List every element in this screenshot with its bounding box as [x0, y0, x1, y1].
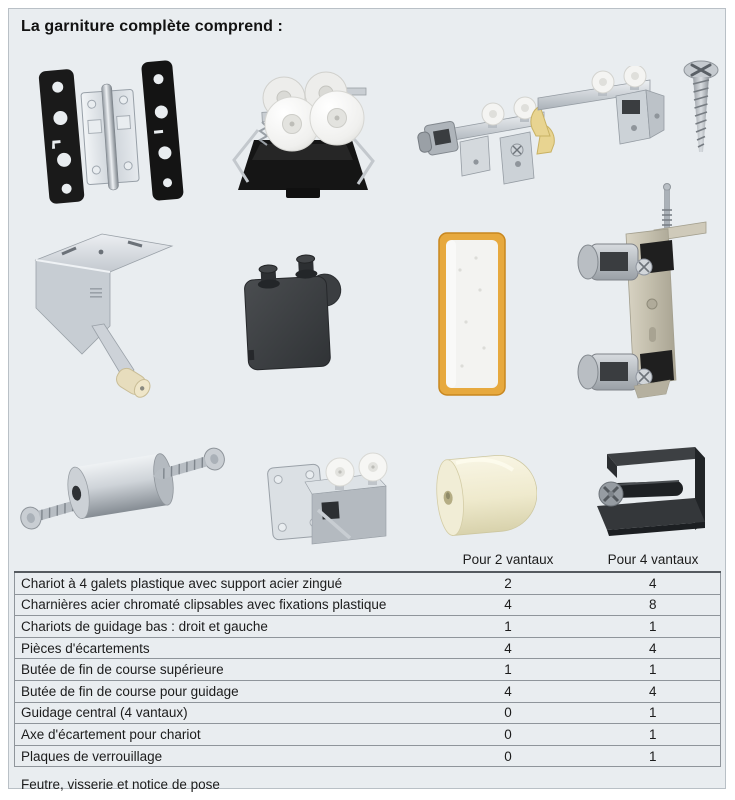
qty-2v: 4 [431, 637, 586, 659]
qty-2v: 4 [431, 680, 586, 702]
qty-2v: 1 [431, 616, 586, 638]
screw-image [680, 58, 722, 162]
parts-table [14, 549, 721, 795]
qty-4v: 1 [586, 702, 721, 724]
table-row [15, 659, 721, 681]
table-row [15, 616, 721, 638]
table-row [15, 724, 721, 746]
table-header-row [15, 549, 721, 572]
item-label: Charnières acier chromaté clipsables avec fixations plastique [15, 594, 431, 616]
qty-4v: 1 [586, 724, 721, 746]
table-row [15, 637, 721, 659]
locking-mechanism-image [570, 182, 708, 422]
table-row [15, 572, 721, 594]
table-footer-row [15, 767, 721, 796]
table-row [15, 702, 721, 724]
footer-note: Feutre, visserie et notice de pose [21, 776, 220, 792]
item-label: Butée de fin de course pour guidage [15, 680, 431, 702]
nylon-roller-image [423, 443, 537, 547]
table-row [15, 745, 721, 767]
qty-4v: 1 [586, 745, 721, 767]
qty-2v: 1 [431, 659, 586, 681]
qty-2v: 4 [431, 594, 586, 616]
qty-4v: 8 [586, 594, 721, 616]
qty-2v: 2 [431, 572, 586, 594]
top-carriage-image [226, 60, 380, 204]
black-plate-image [232, 252, 346, 378]
header-item-column [15, 549, 431, 572]
table-row [15, 680, 721, 702]
bottom-guides-image [396, 66, 666, 186]
table-row [15, 594, 721, 616]
header-2-vantaux: Pour 2 vantaux [431, 549, 586, 572]
qty-4v: 4 [586, 637, 721, 659]
item-label: Chariots de guidage bas : droit et gauche [15, 616, 431, 638]
zinc-bracket-image [28, 226, 180, 410]
qty-4v: 1 [586, 659, 721, 681]
item-label: Butée de fin de course supérieure [15, 659, 431, 681]
item-label: Guidage central (4 vantaux) [15, 702, 431, 724]
item-label: Pièces d'écartements [15, 637, 431, 659]
felt-pad-image [436, 230, 510, 400]
item-label: Axe d'écartement pour chariot [15, 724, 431, 746]
guide-carriage-image [256, 438, 400, 552]
header-4-vantaux: Pour 4 vantaux [586, 549, 721, 572]
qty-2v: 0 [431, 745, 586, 767]
qty-2v: 0 [431, 702, 586, 724]
qty-2v: 0 [431, 724, 586, 746]
item-label: Plaques de verrouillage [15, 745, 431, 767]
hinge-set-image [26, 56, 194, 216]
item-label: Chariot à 4 galets plastique avec support acier zingué [15, 572, 431, 594]
end-stop-image [583, 438, 711, 542]
spacer-axle-image [12, 426, 230, 546]
qty-4v: 1 [586, 616, 721, 638]
qty-4v: 4 [586, 680, 721, 702]
qty-4v: 4 [586, 572, 721, 594]
page-title: La garniture complète comprend : [21, 18, 283, 35]
